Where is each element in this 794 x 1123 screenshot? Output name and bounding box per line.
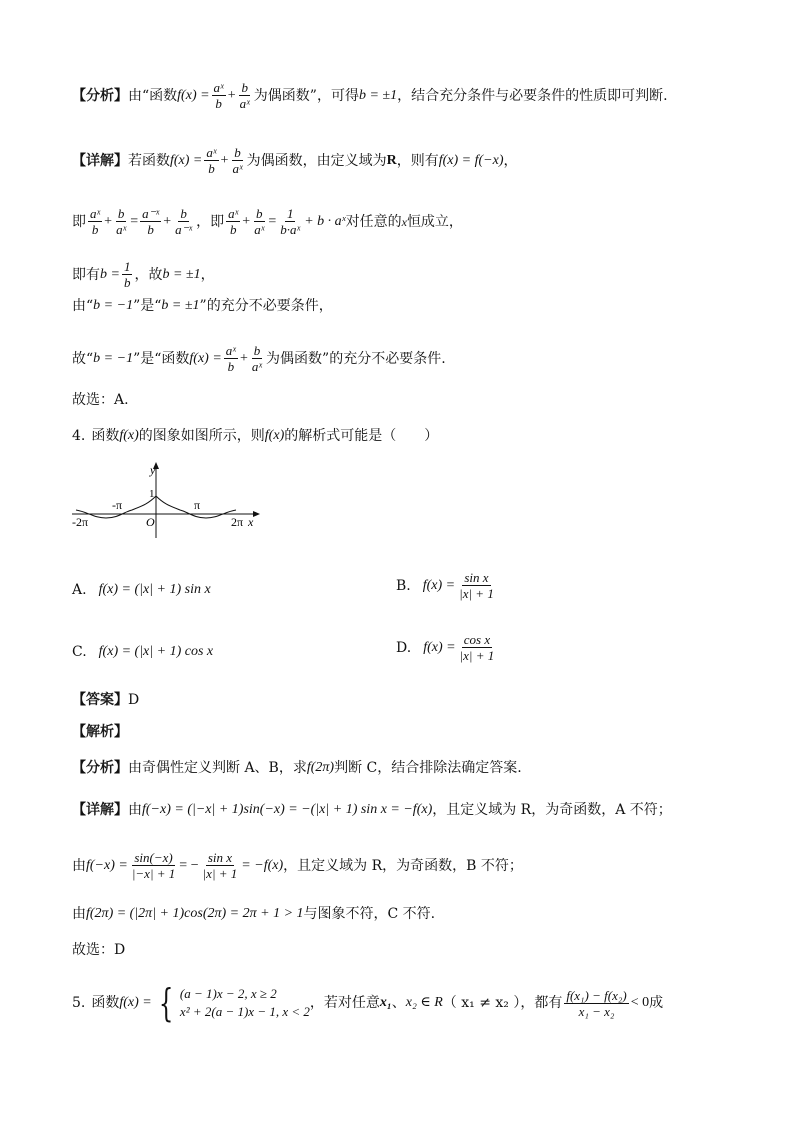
condition-expr: b = ±1 (358, 87, 398, 103)
option-C[interactable]: C. f(x) = (|x| + 1) cos x (72, 644, 214, 660)
fraction: $\frac{b}{\text{aˣ}}$ (251, 343, 263, 374)
y-axis-label: y (150, 463, 156, 477)
x-axis-label: x (248, 515, 254, 529)
text-line-6: 故“ b = −1 ”是“函数 f(x) = $\frac{\text{aˣ}}{b}$ + $\frac{b}{\text{aˣ}}$ 为偶函数”的充分不必要条件. (72, 343, 446, 374)
text: 为偶函数”，可得 (253, 87, 359, 104)
tick-pi: π (194, 498, 201, 512)
y-intercept-label: 1 (149, 488, 155, 500)
text: 为偶函数，由定义域为 (246, 152, 387, 169)
option-D[interactable]: D. f(x) = $\frac{\text{cos x}}{|x| + 1}$ (396, 632, 495, 663)
option-B[interactable]: B. f(x) = $\frac{\text{sin x}}{|x| + 1}$ (396, 570, 494, 601)
equation-line-3: 即 $\frac{\text{aˣ}}{b}$ + $\frac{b}{\text{aˣ}}$ = $\frac{\text{a⁻ˣ}}{b}$ + $\frac{b}{\text{a⁻ˣ}}$ ，即 $\frac{\text{aˣ}}{b}$ + $\frac{b}{\text{aˣ}}$ = $\frac{1}{\text{b·aˣ}}$ + b · aˣ 对任意的 x 恒成立， (72, 206, 463, 237)
function-expr: f(x) = (177, 87, 210, 103)
text: ，则有 (396, 152, 439, 169)
answer-value: D (128, 692, 140, 708)
function-graph (68, 460, 268, 540)
fraction: $\frac{\text{aˣ}}{b}$ (206, 145, 217, 176)
analysis-paragraph-1: 【分析】 由“函数 f(x) = $\frac{\text{aˣ}}{b}$ + $\frac{b}{\text{aˣ}}$ 为偶函数”，可得 b = ±1 ，结合充分条件与必要条件的性质即可判断. (72, 80, 668, 111)
set-R: R (386, 152, 397, 168)
analysis-paragraph-2: 【分析】 由奇偶性定义判断 A、B，求 f(2π) 判断 C，结合排除法确定答案. (72, 760, 522, 776)
detail-paragraph-2: 【详解】 由 f(−x) = (|−x| + 1)sin(−x) = −(|x| + 1) sin x = −f(x) ，且定义域为 R，为奇函数，A 不符； (72, 802, 672, 818)
piecewise-definition: { (a − 1)x − 2, x ≥ 2 x² + 2(a − 1)x − 1, x < 2 (158, 981, 310, 1025)
fraction: $\frac{\text{aˣ}}{b}$ (225, 343, 236, 374)
equation-line-4: 即有 b = $\frac{1}{b}$ ，故 b = ±1 ， (72, 259, 215, 290)
analysis-tag: 【分析】 (72, 87, 128, 104)
text-line-5: 由“ b = −1 ”是“ b = ±1 ”的充分不必要条件， (72, 298, 333, 314)
x-axis-arrow-icon (253, 511, 260, 517)
text: 若函数 (128, 152, 170, 169)
tick-2pi: 2π (231, 515, 244, 529)
tick-neg-2pi: -2π (72, 515, 89, 529)
fraction: $\frac{b}{\text{aˣ}}$ (239, 80, 250, 111)
function-expr: f(x) = (170, 152, 203, 168)
text: ， (503, 152, 518, 169)
origin-label: O (146, 515, 155, 529)
fraction: $\frac{1}{\text{b·aˣ}}$ (280, 206, 301, 237)
fraction: $\frac{\text{a⁻ˣ}}{b}$ (142, 206, 160, 237)
fraction: $\frac{\text{aˣ}}{b}$ (90, 206, 101, 237)
answer-tag: 【答案】 (72, 692, 128, 708)
fraction: $\frac{b}{\text{aˣ}}$ (116, 206, 127, 237)
fraction: $\frac{b}{\text{a⁻ˣ}}$ (175, 206, 193, 237)
option-A[interactable]: A. f(x) = (|x| + 1) sin x (72, 582, 211, 598)
solution-heading: 【解析】 (72, 724, 128, 740)
question-4: 4. 函数 f(x) 的图象如图所示，则 f(x) 的解析式可能是（ ） (72, 428, 439, 444)
choice-line-2: 故选：D (72, 942, 126, 958)
question-5: 5. 函数 f(x) = { (a − 1)x − 2, x ≥ 2 x² + 2(a − 1)x − 1, x < 2 ，若对任意 x₁ 、 x₂ ∈ R （ x₁ ≠ x₂ ），都有 $\frac{\text{f(x₁) − f(x₂)}}{\text{x₁ − x₂}}$ < 0 成 (72, 981, 664, 1025)
equation: f(x) = f(−x) (438, 152, 504, 168)
fraction: $\frac{1}{b}$ (123, 259, 131, 290)
fraction: $\frac{\text{aˣ}}{b}$ (213, 80, 224, 111)
answer-line (72, 690, 724, 710)
equation-line-b: 由 f(−x) = $\frac{\sin(-x)}{|-x| + 1}$ = − $\frac{\text{sin x}}{|x| + 1}$ = −f(x) ，且定义域为 R，为奇函数，B 不符； (72, 850, 523, 881)
text: ，结合充分条件与必要条件的性质即可判断. (397, 87, 668, 104)
fraction: $\frac{b}{\text{aˣ}}$ (232, 145, 243, 176)
tick-neg-pi: -π (112, 498, 123, 512)
equation-line-c: 由 f(2π) = (|2π| + 1)cos(2π) = 2π + 1 > 1 与图象不符，C 不符. (72, 906, 436, 922)
fraction: $\frac{\text{aˣ}}{b}$ (228, 206, 239, 237)
detail-tag: 【详解】 (72, 152, 128, 169)
detail-paragraph-1: 【详解】 若函数 f(x) = $\frac{\text{aˣ}}{b}$ + $\frac{b}{\text{aˣ}}$ 为偶函数，由定义域为 R ，则有 f(x) = f(−x) ， (72, 145, 518, 176)
fraction: $\frac{b}{\text{aˣ}}$ (254, 206, 265, 237)
text: 由“函数 (128, 87, 178, 104)
choice-line-1: 故选：A. (72, 392, 129, 408)
expression: + b · aˣ (304, 213, 346, 229)
